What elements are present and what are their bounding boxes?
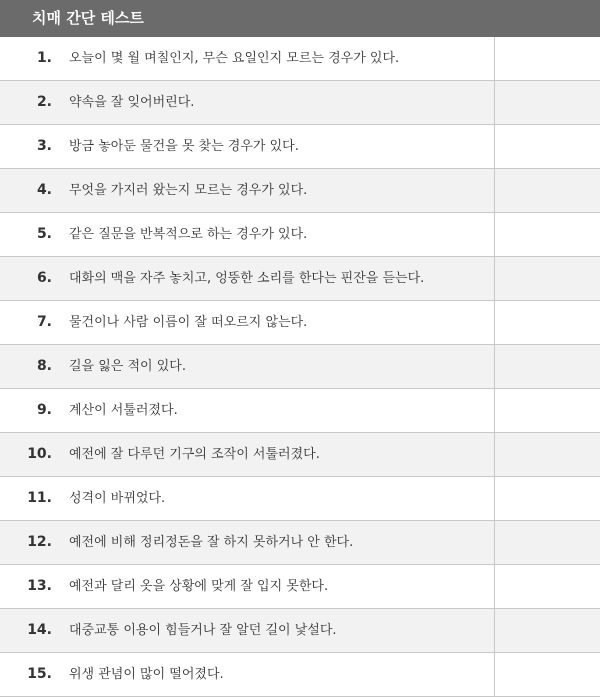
item-text: 대화의 맥을 자주 놓치고, 엉뚱한 소리를 한다는 핀잔을 듣는다.	[69, 271, 425, 286]
item-number: 2.	[36, 94, 52, 110]
table-row	[0, 477, 600, 521]
check-cell[interactable]	[495, 257, 600, 300]
item-number: 5.	[36, 226, 52, 242]
item-text: 대중교통 이용이 힘들거나 잘 알던 길이 낯설다.	[69, 623, 337, 638]
item-number: 15.	[27, 666, 52, 682]
item-number: 11.	[27, 490, 52, 506]
item-number: 10.	[27, 446, 52, 462]
check-cell[interactable]	[495, 565, 600, 608]
item-number: 9.	[36, 402, 52, 418]
table-row	[0, 257, 600, 301]
check-cell[interactable]	[495, 125, 600, 168]
item-text: 약속을 잘 잊어버린다.	[69, 95, 195, 110]
item-text: 위생 관념이 많이 떨어졌다.	[69, 667, 224, 682]
item-text: 예전과 달리 옷을 상황에 맞게 잘 입지 못한다.	[69, 579, 329, 594]
item-number: 6.	[36, 270, 52, 286]
item-text: 성격이 바뀌었다.	[69, 491, 166, 506]
item-number: 3.	[36, 138, 52, 154]
check-cell[interactable]	[495, 433, 600, 476]
item-text: 무엇을 가지러 왔는지 모르는 경우가 있다.	[69, 183, 308, 198]
table-row	[0, 169, 600, 213]
page-title: 치매 간단 테스트	[0, 0, 600, 37]
item-number: 14.	[27, 622, 52, 638]
table-row	[0, 565, 600, 609]
check-cell[interactable]	[495, 345, 600, 388]
item-text: 오늘이 몇 월 며칠인지, 무슨 요일인지 모르는 경우가 있다.	[69, 51, 400, 66]
item-text: 물건이나 사람 이름이 잘 떠오르지 않는다.	[69, 315, 308, 330]
table-row	[0, 433, 600, 477]
table-row	[0, 653, 600, 697]
table-row	[0, 125, 600, 169]
item-text: 예전에 비해 정리정돈을 잘 하지 못하거나 안 한다.	[69, 535, 354, 550]
item-number: 4.	[36, 182, 52, 198]
table-row	[0, 389, 600, 433]
item-text: 예전에 잘 다루던 기구의 조작이 서툴러졌다.	[69, 447, 320, 462]
table-row	[0, 213, 600, 257]
item-number: 12.	[27, 534, 52, 550]
check-cell[interactable]	[495, 213, 600, 256]
checklist-table	[0, 37, 600, 697]
check-cell[interactable]	[495, 521, 600, 564]
check-cell[interactable]	[495, 609, 600, 652]
table-row	[0, 345, 600, 389]
table-row	[0, 609, 600, 653]
item-text: 같은 질문을 반복적으로 하는 경우가 있다.	[69, 227, 308, 242]
check-cell[interactable]	[495, 37, 600, 80]
item-text: 방금 놓아둔 물건을 못 찾는 경우가 있다.	[69, 139, 299, 154]
check-cell[interactable]	[495, 81, 600, 124]
table-row	[0, 521, 600, 565]
table-row	[0, 301, 600, 345]
item-number: 13.	[27, 578, 52, 594]
table-row	[0, 37, 600, 81]
item-number: 7.	[36, 314, 52, 330]
check-cell[interactable]	[495, 301, 600, 344]
check-cell[interactable]	[495, 169, 600, 212]
table-row	[0, 81, 600, 125]
item-text: 길을 잃은 적이 있다.	[69, 359, 186, 374]
check-cell[interactable]	[495, 653, 600, 696]
item-number: 1.	[36, 50, 52, 66]
item-number: 8.	[36, 358, 52, 374]
check-cell[interactable]	[495, 477, 600, 520]
item-text: 계산이 서툴러졌다.	[69, 403, 178, 418]
check-cell[interactable]	[495, 389, 600, 432]
